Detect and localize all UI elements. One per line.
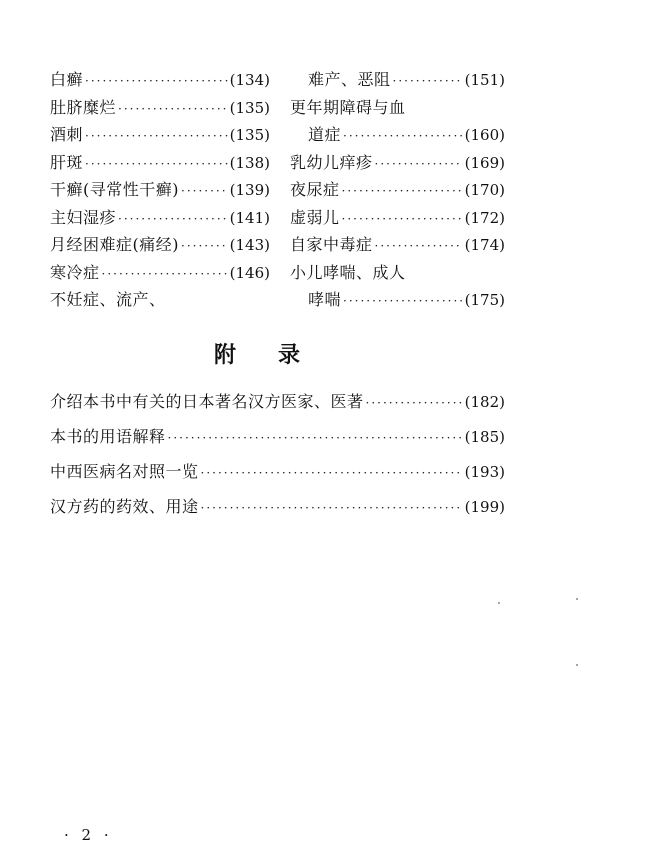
toc-entry-title: 更年期障碍与血 <box>290 97 406 117</box>
appendix-entry-page: (185) <box>464 428 505 446</box>
toc-entry-title: 小儿哮喘、成人 <box>290 262 406 282</box>
toc-entry-page: (134) <box>229 71 270 89</box>
toc-entry <box>290 94 505 122</box>
toc-entry-page: (174) <box>464 236 505 254</box>
toc-entry-title: 肚脐糜烂 <box>50 97 117 117</box>
toc-entry-title: 乳幼儿痒疹 <box>290 152 373 172</box>
dot-leader <box>181 178 228 206</box>
toc-left-column <box>50 66 270 314</box>
dot-leader <box>118 96 228 124</box>
appendix-entry <box>50 419 505 454</box>
dot-leader <box>375 233 463 261</box>
toc-entry <box>50 94 270 122</box>
toc-entry <box>290 259 505 287</box>
toc-entry-title: 虚弱儿 <box>290 207 340 227</box>
toc-entry-title: 月经困难症(痛经) <box>50 235 179 254</box>
toc-entry-title: 主妇湿疹 <box>50 207 117 227</box>
toc-entry-title: 不妊症、流产、 <box>50 290 166 309</box>
toc-entry-title: 肝斑 <box>50 152 84 172</box>
toc-entry <box>50 66 270 94</box>
appendix-entry-title: 中西医病名对照一览 <box>50 462 199 481</box>
toc-entry-page: (141) <box>229 208 270 227</box>
toc-entry <box>50 121 270 149</box>
dot-leader <box>366 386 463 421</box>
appendix-entry-page: (199) <box>464 498 505 516</box>
toc-entry-title: 干癣(寻常性干癣) <box>50 180 179 199</box>
toc-entry-title: 夜尿症 <box>290 180 340 199</box>
toc-entry-title: 白癣 <box>50 70 84 89</box>
toc-entry <box>290 149 505 177</box>
scan-speck <box>498 602 500 604</box>
toc-entry <box>50 286 270 314</box>
appendix-entry-title: 介绍本书中有关的日本著名汉方医家、医著 <box>50 392 364 411</box>
toc-entry-title: 酒刺 <box>50 125 84 144</box>
toc-entry-page: (143) <box>229 236 270 254</box>
toc-entry-page: (160) <box>464 126 505 144</box>
toc-entry-page: (139) <box>229 181 270 199</box>
toc-entry-page: (170) <box>464 181 505 199</box>
appendix-list <box>50 384 505 524</box>
toc-entry <box>290 231 505 259</box>
dot-leader <box>343 288 463 316</box>
toc-entry <box>50 231 270 259</box>
toc-entry-page: (151) <box>464 71 505 89</box>
appendix-entry-title: 本书的用语解释 <box>50 427 166 446</box>
toc-entry <box>290 286 505 314</box>
toc-entry <box>50 149 270 177</box>
page-number: · 2 · <box>64 826 113 844</box>
appendix-entry-page: (182) <box>464 393 505 411</box>
toc-entry <box>290 176 505 204</box>
toc-entry <box>50 204 270 232</box>
toc-entry-page: (146) <box>229 263 270 282</box>
toc-entry-page: (169) <box>464 153 505 172</box>
dot-leader <box>85 68 228 96</box>
toc-entry-page: (135) <box>229 98 270 117</box>
toc-entry-title: 寒冷症 <box>50 262 100 282</box>
toc-entry-page: (172) <box>464 208 505 227</box>
appendix-heading <box>214 338 302 369</box>
dot-leader <box>201 456 463 491</box>
appendix-entry <box>50 489 505 524</box>
dot-leader <box>85 123 228 151</box>
dot-leader <box>393 68 463 96</box>
dot-leader <box>375 151 463 179</box>
dot-leader <box>85 151 228 179</box>
dot-leader <box>343 123 463 151</box>
scan-speck <box>576 598 578 600</box>
toc-entry <box>290 204 505 232</box>
toc-entry-title: 哮喘 <box>308 290 342 309</box>
dot-leader <box>168 421 463 456</box>
appendix-heading-char: 录 <box>278 342 303 368</box>
dot-leader <box>342 206 463 234</box>
toc-right-column <box>290 66 505 314</box>
dot-leader <box>102 261 228 289</box>
scan-speck <box>576 664 578 666</box>
toc-entry <box>50 176 270 204</box>
dot-leader <box>201 491 463 526</box>
appendix-entry <box>50 454 505 489</box>
toc-entry-page: (175) <box>464 291 505 309</box>
appendix-entry-title: 汉方药的药效、用途 <box>50 497 199 516</box>
appendix-entry <box>50 384 505 419</box>
toc-entry <box>290 66 505 94</box>
toc-entry <box>50 259 270 287</box>
toc-entry-page: (135) <box>229 126 270 144</box>
dot-leader <box>118 206 228 234</box>
appendix-heading-char: 附 <box>214 342 239 368</box>
dot-leader <box>181 233 228 261</box>
toc-entry-title: 难产、恶阻 <box>308 70 391 89</box>
toc-entry <box>290 121 505 149</box>
dot-leader <box>342 178 463 206</box>
toc-entry-title: 自家中毒症 <box>290 235 373 254</box>
toc-entry-page: (138) <box>229 153 270 172</box>
toc-entry-title: 道症 <box>308 125 342 144</box>
appendix-entry-page: (193) <box>464 463 505 481</box>
